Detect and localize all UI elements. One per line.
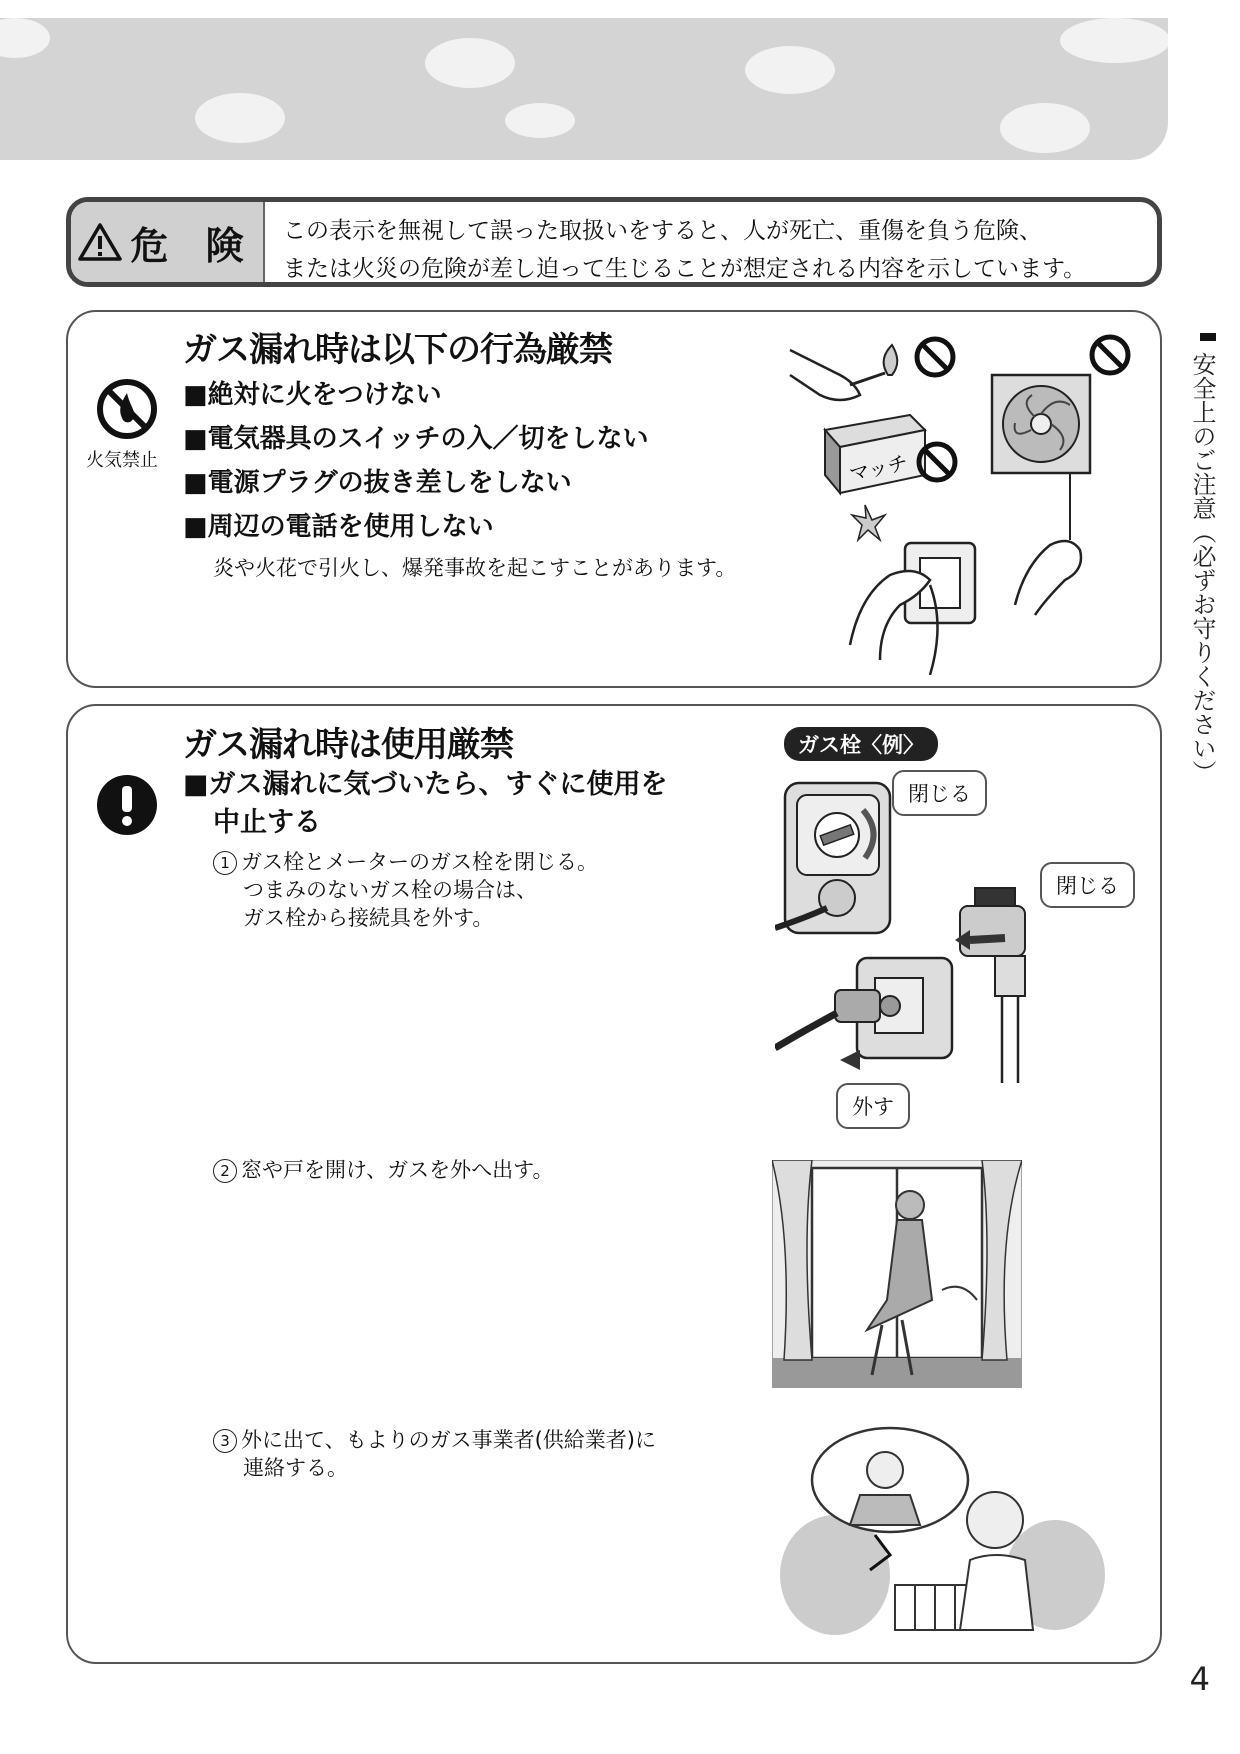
page-number: 4: [1189, 1660, 1210, 1698]
step-2-number: 2: [213, 1159, 237, 1183]
prohibition-icon-1: [917, 339, 953, 375]
gas-valve-illustration: [775, 768, 1145, 1088]
section2-title: ガス漏れ時は使用厳禁: [183, 725, 513, 765]
danger-line-2: または火災の危険が差し迫って生じることが想定される内容を示しています。: [283, 256, 1087, 282]
step-2: [213, 1156, 553, 1184]
danger-label-text: 危 険: [130, 223, 256, 268]
exclamation-icon: [96, 774, 158, 840]
side-tab: 安全上のご注意（必ずお守りください）: [1188, 352, 1216, 784]
prohibited-actions-illustration: [780, 325, 1140, 675]
stop-use-bullet-line-2: 中止する: [213, 807, 321, 838]
danger-label: [71, 202, 265, 282]
warning-triangle-icon: [78, 222, 122, 262]
no-fire-label: 火気禁止: [86, 450, 158, 471]
open-window-illustration: [772, 1160, 1022, 1388]
call-gas-company-illustration: [765, 1425, 1115, 1635]
section1-title: ガス漏れ時は以下の行為厳禁: [183, 330, 612, 370]
step-1-line-2: つまみのないガス栓の場合は、: [243, 878, 537, 902]
danger-line-1: この表示を無視して誤った取扱いをすると、人が死亡、重傷を負う危険、: [283, 218, 1042, 244]
gas-valve-example-tag: ガス栓〈例〉: [784, 727, 938, 761]
prohibition-icon-3: [1092, 337, 1128, 373]
stop-use-bullet: [183, 766, 668, 842]
step-1: [213, 848, 598, 932]
callout-close-2: 閉じる: [1040, 862, 1135, 908]
side-tab-marker: [1200, 333, 1216, 341]
step-3-number: 3: [213, 1429, 237, 1453]
step-3-line-2: 連絡する。: [243, 1456, 348, 1480]
step-3-line-1: 外に出て、もよりのガス事業者(供給業者)に: [241, 1428, 656, 1452]
danger-description: [265, 202, 1104, 282]
rule-3: ■電源プラグの抜き差しをしない: [183, 468, 572, 498]
rule-1: ■絶対に火をつけない: [183, 380, 442, 410]
step-1-number: 1: [213, 851, 237, 875]
step-3: [213, 1426, 656, 1482]
header-band: [0, 18, 1168, 160]
step-1-line-3: ガス栓から接続具を外す。: [243, 906, 494, 930]
danger-notice: [66, 197, 1162, 287]
stop-use-bullet-line-1: ■ガス漏れに気づいたら、すぐに使用を: [183, 769, 668, 800]
callout-close-1: 閉じる: [892, 770, 987, 816]
step-1-line-1: ガス栓とメーターのガス栓を閉じる。: [241, 850, 598, 874]
step-2-text: 窓や戸を開け、ガスを外へ出す。: [241, 1158, 554, 1182]
callout-remove: 外す: [836, 1083, 910, 1129]
rule-4: ■周辺の電話を使用しない: [183, 512, 494, 542]
no-fire-icon: [96, 378, 158, 444]
rule-note: 炎や火花で引火し、爆発事故を起こすことがあります。: [213, 556, 737, 580]
match-box-label: マッチ: [847, 450, 910, 487]
rule-2: ■電気器具のスイッチの入／切をしない: [183, 424, 649, 454]
